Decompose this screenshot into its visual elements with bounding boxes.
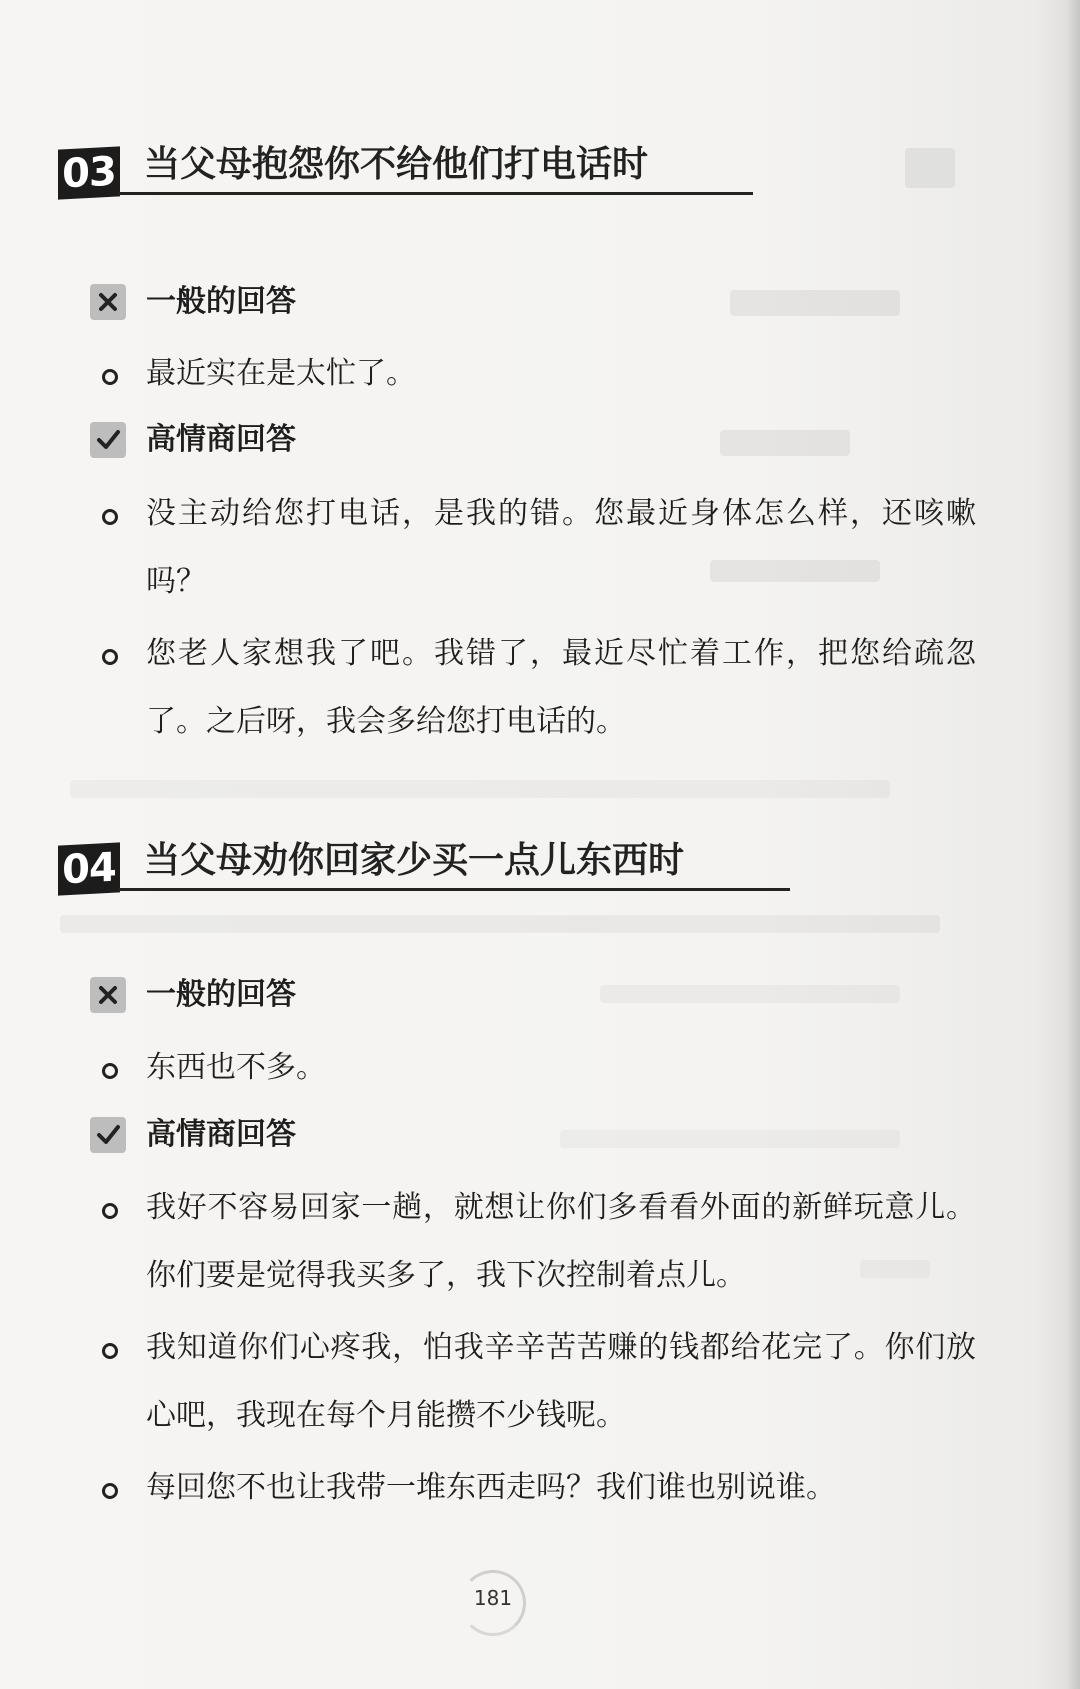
bleed-through-mark	[600, 985, 900, 1003]
bleed-through-mark	[905, 148, 955, 188]
bleed-through-mark	[720, 430, 850, 456]
eq-answer-label	[90, 420, 490, 460]
cross-icon	[90, 977, 126, 1013]
eq-answer-label-text: 高情商回答	[146, 1117, 296, 1152]
page-edge-shadow	[1066, 0, 1080, 1689]
title-underline	[118, 192, 753, 195]
answer-text: 您老人家想我了吧。我错了，最近尽忙着工作，把您给疏忽了。之后呀，我会多给您打电话的。	[146, 636, 976, 739]
answer-text: 每回您不也让我带一堆东西走吗？我们谁也别说谁。	[146, 1470, 836, 1505]
answer-text: 东西也不多。	[146, 1050, 326, 1085]
eq-answer-label	[90, 1115, 490, 1155]
section-header	[58, 142, 758, 202]
bullet-icon	[102, 1203, 118, 1219]
page-number-badge	[460, 1570, 530, 1640]
bleed-through-mark	[730, 290, 900, 316]
section-title: 当父母抱怨你不给他们打电话时	[144, 144, 649, 185]
page-number: 181	[473, 1586, 513, 1610]
title-underline	[118, 888, 790, 891]
eq-answer-label-text: 高情商回答	[146, 422, 296, 457]
answer-text: 我好不容易回家一趟，就想让你们多看看外面的新鲜玩意儿。你们要是觉得我买多了，我下次控制着点儿。	[146, 1190, 976, 1293]
bleed-through-mark	[70, 780, 890, 798]
answer-text: 最近实在是太忙了。	[146, 356, 416, 391]
bullet-icon	[102, 1483, 118, 1499]
section-number-badge: 04	[58, 842, 120, 895]
section-number-badge: 03	[58, 146, 120, 199]
normal-answer-label	[90, 282, 490, 322]
normal-answer-label-text: 一般的回答	[146, 284, 296, 319]
bleed-through-mark	[60, 915, 940, 933]
section-header	[58, 838, 758, 898]
bullet-icon	[102, 509, 118, 525]
bullet-icon	[102, 1063, 118, 1079]
check-icon	[90, 1117, 126, 1153]
normal-answer-label	[90, 975, 490, 1015]
bullet-icon	[102, 649, 118, 665]
bullet-icon	[102, 1343, 118, 1359]
section-title: 当父母劝你回家少买一点儿东西时	[144, 840, 685, 881]
bullet-icon	[102, 369, 118, 385]
cross-icon	[90, 284, 126, 320]
bleed-through-mark	[560, 1130, 900, 1148]
answer-text: 没主动给您打电话，是我的错。您最近身体怎么样，还咳嗽吗？	[146, 496, 976, 599]
normal-answer-label-text: 一般的回答	[146, 977, 296, 1012]
check-icon	[90, 422, 126, 458]
answer-text: 我知道你们心疼我，怕我辛辛苦苦赚的钱都给花完了。你们放心吧，我现在每个月能攒不少钱呢。	[146, 1330, 976, 1433]
